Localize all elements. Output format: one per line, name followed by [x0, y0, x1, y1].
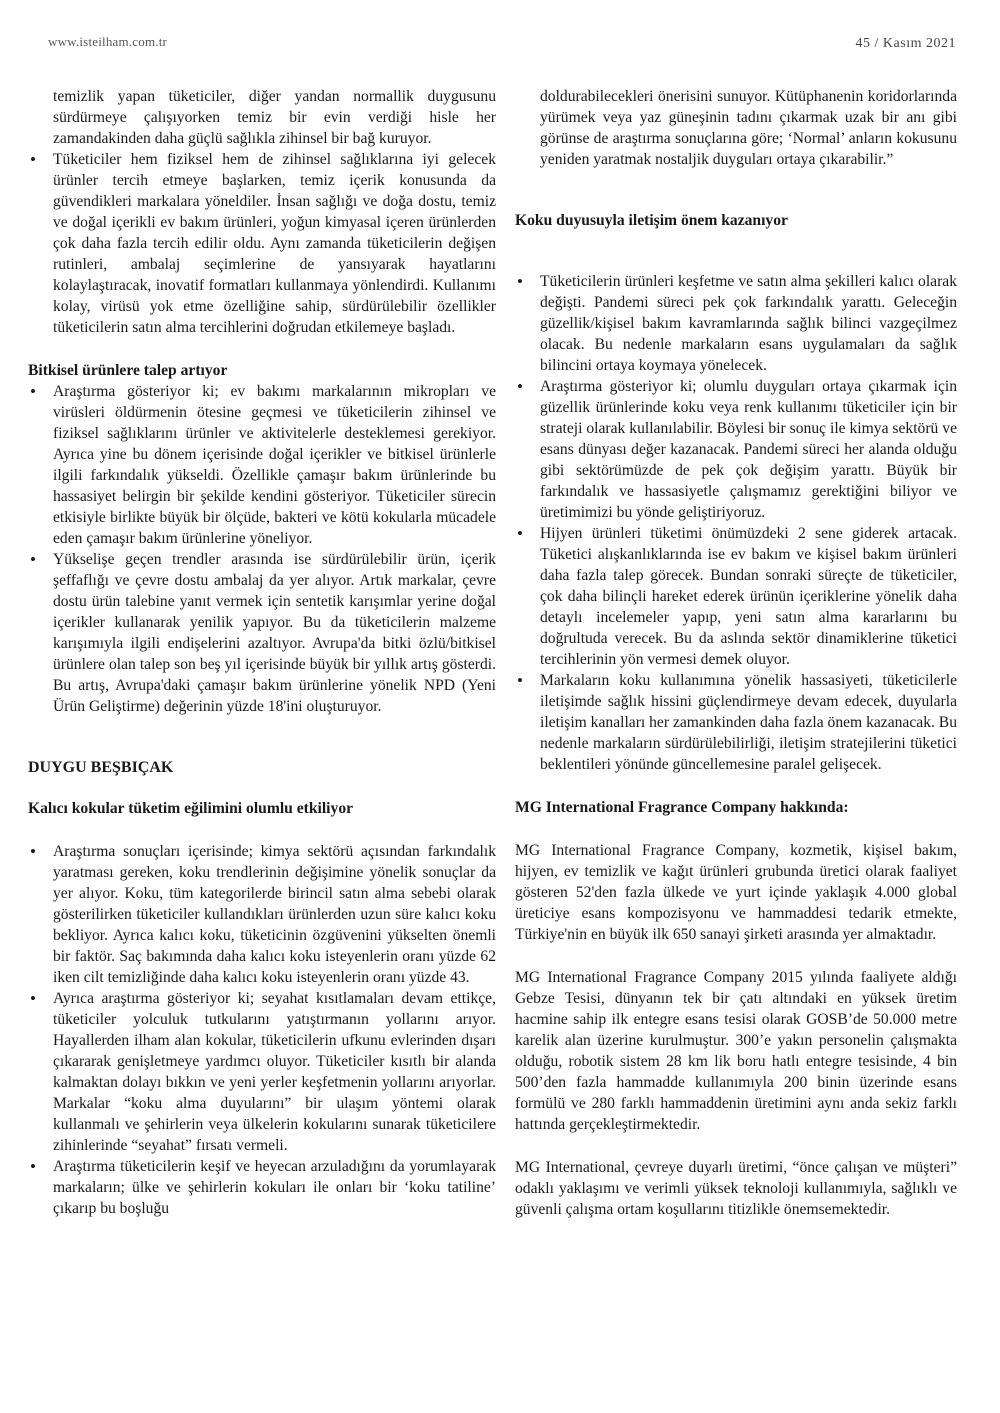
section-heading-kalici: Kalıcı kokular tüketim eğilimini olumlu etkiliyor [28, 800, 354, 817]
list-item: • Markaların koku kullanımına yönelik hassasiyeti, tüketicilerle iletişimde sağlık hissini güçlendirmeye devam edecek, duyularla iletişim kanalları her zamankinden daha fazla önem kazanacak. Bu nedenle markaların sürdürülebilirliği, iletişim stratejilerini tüketici beklentileri yönünde güncellemesine paralel gelişecek. [515, 670, 957, 775]
section-heading-mg: MG International Fragrance Company hakkında: [515, 799, 849, 816]
site-url: www.isteilham.com.tr [48, 34, 168, 49]
list-item: • Araştırma gösteriyor ki; olumlu duyguları ortaya çıkarmak için güzellik ürünlerinde koku veya renk kullanımı tüketiciler için bir strateji olarak kullanılabilir. Böylesi bir sonuç ile kimya sektörü ve esans dünyası değer kazanacak. Pandemi süreci her alanda olduğu gibi sektörümüzde de pek çok değişim yarattı. Büyük bir farkındalık ve hassasiyetle çalışmamız gerektiğini biliyor ve üretimimizi bu yönde geliştiriyoruz. [515, 376, 957, 523]
list-item: • Tüketicilerin ürünleri keşfetme ve satın alma şekilleri kalıcı olarak değişti. Pandemi süreci pek çok farkındalık yarattı. Geleceğin güzellik/kişisel bakım kavramlarında sağlık bilinci vazgeçilmez olacak. Bu nedenle markaların esans uygulamaları da sağlık bilincini ortaya koymaya yönelecek. [515, 271, 957, 376]
list-item: • Araştırma gösteriyor ki; ev bakımı markalarının mikropları ve virüsleri öldürmenin ötesine geçmesi ve tüketicilerin zihinsel ve fiziksel sağlıklarını ürünler ve aktivitelerle desteklemesi gerekiyor. Ayrıca yine bu dönem içerisinde doğal içerikler ve bitkisel ürünlerle ilgili farkındalık yükseldi. Özellikle çamaşır bakım ürünlerinde bu hassasiyet belirgin bir şekilde kendini gösteriyor. Tüketiciler sürecin etkisiyle birlikte büyük bir ölçüde, bakteri ve kötü kokularla mücadele eden çamaşır bakım ürünlerine yöneliyor. [28, 381, 496, 549]
section-heading-bitkisel: Bitkisel ürünlere talep artıyor [28, 362, 228, 379]
intro-paragraph: temizlik yapan tüketiciler, diğer yandan normallik duygusunu sürdürmeye çalışıyorken temiz bir evin verdiği hisle her zamandakinden daha güçlü sağlıkla zihinsel bir bağ kuruyor. [53, 88, 496, 147]
bullet-list-2 [28, 381, 496, 717]
right-column [515, 86, 957, 1220]
continuation-paragraph: doldurabilecekleri önerisini sunuyor. Kütüphanenin koridorlarında yürümek veya yaz güneşinin tadını çıkarmak uzak bir anı gibi görünse de araştırma sonuçlarına göre; ‘Normal’ anların kokusunu yeniden yaratmak nostaljik duyguları ortaya çıkarabilir.” [540, 88, 957, 168]
bullet-list-1 [28, 149, 496, 338]
author-name: DUYGU BEŞBIÇAK [28, 759, 174, 776]
list-item: • Tüketiciler hem fiziksel hem de zihinsel sağlıklarına iyi gelecek ürünler tercih etmeye başlarken, temiz içerik konusunda da güvendikleri markalara yöneldiler. İnsan sağlığı ve doğa dostu, temiz ve doğal içerikli ev bakım ürünleri, yoğun kimyasal içeren ürünlerden çok daha fazla tercih edilir oldu. Aynı zamanda tüketicilerin değişen rutinleri, ambalaj seçimlerine de yansıyarak hayatlarını kolaylaştıracak, inovatif formatları kullanmaya yönlendirdi. Kullanımı kolay, virüsü yok etme özelliğine sahip, sürdürülebilir özellikler tüketicilerin satın alma tercihlerini doğrudan etkilemeye başladı. [28, 149, 496, 338]
section-heading-koku: Koku duyusuyla iletişim önem kazanıyor [515, 212, 788, 229]
list-item: • Araştırma sonuçları içerisinde; kimya sektörü açısından farkındalık yaratması gereken, koku trendlerinin değişimine yönelik sonuçlar da yer alıyor. Koku, tüm kategorilerde birincil satın alma sebebi olarak gösterilirken tüketiciler kullandıkları ürünlerden uzun süre kalıcı koku bekliyor. Ayrıca kalıcı koku, tüketicinin özgüvenini yükselten önemli bir faktör. Saç bakımında daha kalıcı koku isteyenlerin oranı yüzde 62 iken cilt temizliğinde daha kalıcı koku isteyenlerin oranı yüzde 43. [28, 841, 496, 988]
issue-label: 45 / Kasım 2021 [855, 36, 956, 51]
bullet-list-3 [28, 841, 496, 1219]
about-paragraph-1: MG International Fragrance Company, kozmetik, kişisel bakım, hijyen, ev temizlik ve kağıt ürünleri grubunda üretici olarak faaliyet gösteren 52'den fazla ülkede ve yurt içinde yaklaşık 4.000 global üreticiye esans kompozisyonu ve hammaddesi tedarik etmekte, Türkiye'nin en büyük ilk 650 sanayi şirketi arasında yer almaktadır. [515, 842, 957, 943]
bullet-list-right [515, 271, 957, 775]
list-item: • Hijyen ürünleri tüketimi önümüzdeki 2 sene giderek artacak. Tüketici alışkanlıklarında ise ev bakım ve kişisel bakım ürünleri daha fazla talep görecek. Bundan sonraki süreçte de tüketiciler, çok daha bilinçli hareket ederek ürünün içeriklerine yönelik daha detaylı incelemeler yapıp, yeni satın alma kararlarını bu doğrultuda verecek. Bu da aslında sektör dinamiklerine tüketici tercihlerinin yön vermesi demek oluyor. [515, 523, 957, 670]
list-item: • Araştırma tüketicilerin keşif ve heyecan arzuladığını da yorumlayarak markaların; ülke ve şehirlerin kokuları ile onları bir ‘koku tatiline’ çıkarıp bu boşluğu [28, 1156, 496, 1219]
about-paragraph-3: MG International, çevreye duyarlı üretimi, “önce çalışan ve müşteri” odaklı yaklaşımı ve verimli yüksek teknoloji kullanımıyla, sağlıklı ve güvenli çalışma ortam koşullarını titizlikle önemsemektedir. [515, 1159, 957, 1218]
list-item: • Yükselişe geçen trendler arasında ise sürdürülebilir ürün, içerik şeffaflığı ve çevre dostu ambalaj da yer alıyor. Artık markalar, çevre dostu ürün talebine yanıt vermek için sentetik karışımlar yerine doğal içerikler kullanarak yenilik yapıyor. Bu da tüketicilerin malzeme karışımıyla ilgili endişelerini azaltıyor. Avrupa'da bitki özlü/bitkisel ürünlere olan talep son beş yıl içerisinde büyük bir yıllık artış gösterdi. Bu artış, Avrupa'daki çamaşır bakım ürünlerine yönelik NPD (Yeni Ürün Geliştirme) değerinin yüzde 18'ini oluşturuyor. [28, 549, 496, 717]
about-paragraph-2: MG International Fragrance Company 2015 yılında faaliyete aldığı Gebze Tesisi, dünyanın tek bir çatı altındaki en yüksek üretim hacmine sahip ilk entegre esans tesisi olarak GOSB’de 50.000 metre karelik alan üzerine kurulmuştur. 300’e yakın personelin çalışmakta olduğu, robotik sistem 28 km lik boru hatlı entegre tesisinde, 4 bin 500’den fazla hammadde kullanımıyla 200 binin üzerinde esans formülü ve 280 farklı hammaddenin üretimini aynı anda sekiz farklı hattında gerçekleştirmektedir. [515, 969, 957, 1133]
left-column [28, 86, 496, 1219]
list-item: • Ayrıca araştırma gösteriyor ki; seyahat kısıtlamaları devam ettikçe, tüketiciler yolculuk tutkularını yatıştırmanın yollarını arıyor. Hayallerden ilham alan kokular, tüketicilerin ufkunu evlerinden dışarı çıkararak genişletmeye yardımcı oluyor. Tüketiciler kısıtlı bir alanda kalmaktan dolayı bıkkın ve yeni yerler keşfetmenin yollarını arıyorlar. Markalar “koku alma duyularını” bir ulaşım yöntemi olarak kullanmalı ve şehirlerin veya ülkelerin kokularını sunarak tüketicilere zihinlerinde “seyahat” fırsatı vermeli. [28, 988, 496, 1156]
